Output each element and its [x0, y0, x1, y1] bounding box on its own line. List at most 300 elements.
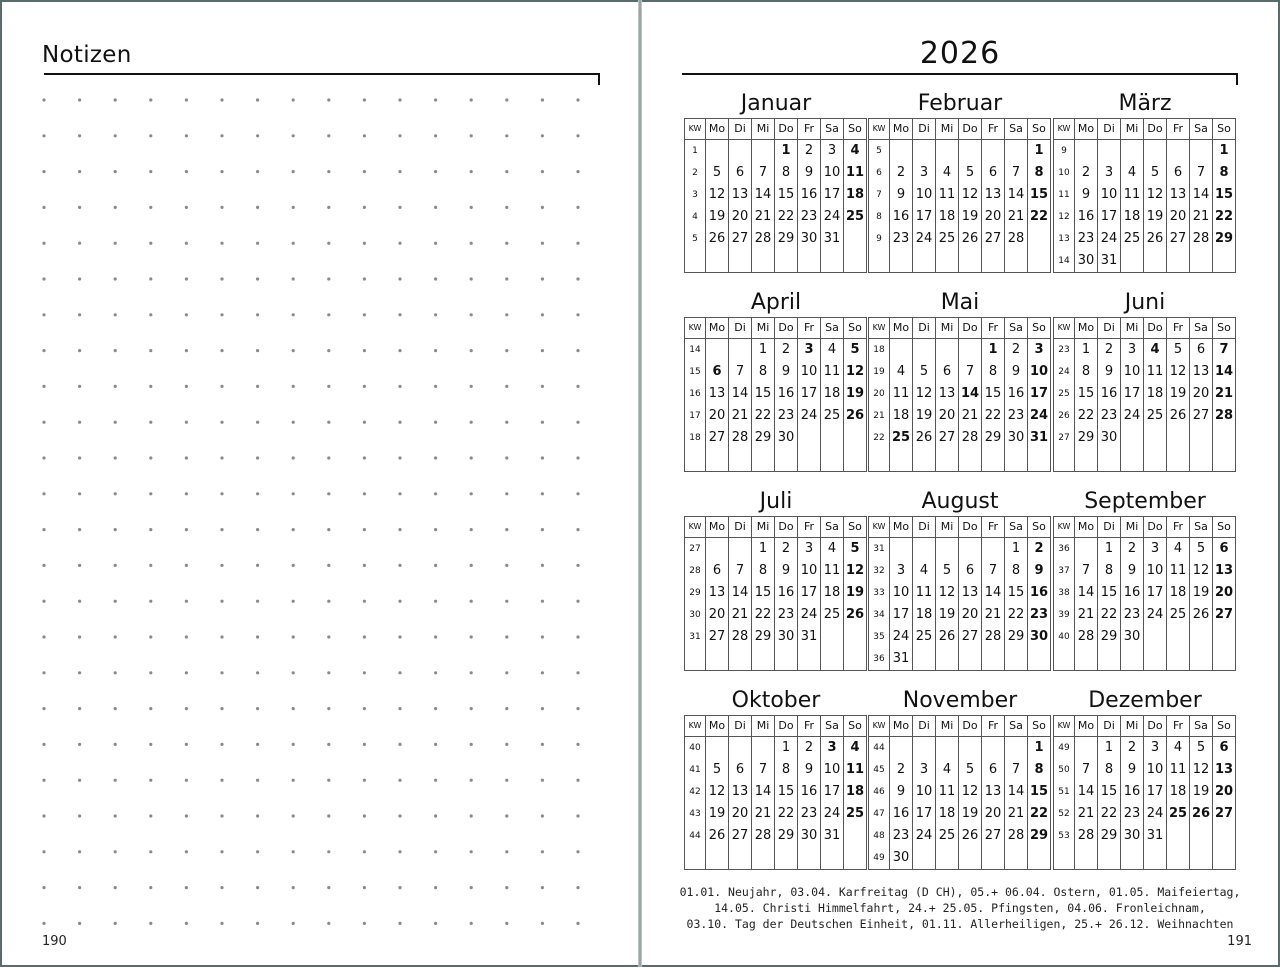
- day-cell: 8: [1098, 560, 1121, 582]
- grid-dot: [576, 850, 579, 853]
- day-cell: 2: [890, 759, 913, 781]
- day-cell: [821, 449, 844, 472]
- weekday-header: Mo: [706, 716, 729, 737]
- day-cell: 30: [1005, 427, 1028, 449]
- grid-dot: [398, 743, 401, 746]
- day-cell: [982, 250, 1005, 273]
- day-cell: [1144, 626, 1167, 648]
- weekday-header: So: [844, 119, 867, 140]
- day-cell: [959, 648, 982, 671]
- grid-dot: [576, 492, 579, 495]
- day-cell: 11: [1167, 560, 1190, 582]
- day-cell: [1167, 140, 1190, 163]
- day-cell: 9: [1028, 560, 1051, 582]
- day-cell: 29: [1098, 626, 1121, 648]
- grid-dot: [576, 635, 579, 638]
- day-cell: 24: [1098, 228, 1121, 250]
- grid-dot: [78, 635, 81, 638]
- day-cell: 3: [913, 162, 936, 184]
- day-cell: 18: [936, 206, 959, 228]
- day-cell: 1: [1028, 737, 1051, 760]
- grid-dot: [292, 170, 295, 173]
- grid-dot: [185, 456, 188, 459]
- day-cell: 8: [1075, 361, 1098, 383]
- day-cell: 6: [959, 560, 982, 582]
- weekday-header: So: [844, 318, 867, 339]
- day-cell: 3: [821, 140, 844, 163]
- grid-dot: [185, 134, 188, 137]
- day-cell: [1098, 847, 1121, 870]
- weekday-header: KW: [869, 318, 890, 339]
- day-cell: 20: [1213, 582, 1236, 604]
- day-cell: 23: [798, 803, 821, 825]
- grid-dot: [220, 600, 223, 603]
- week-number: 1: [685, 140, 706, 163]
- weekday-header: Sa: [1190, 119, 1213, 140]
- week-number: 45: [869, 759, 890, 781]
- grid-dot: [505, 277, 508, 280]
- weekday-header: KW: [869, 517, 890, 538]
- grid-dot: [541, 743, 544, 746]
- day-cell: 4: [1144, 339, 1167, 362]
- grid-dot: [78, 492, 81, 495]
- day-cell: 19: [1190, 582, 1213, 604]
- day-cell: [1190, 427, 1213, 449]
- weekday-header: Di: [729, 716, 752, 737]
- day-cell: 27: [982, 228, 1005, 250]
- week-number: 19: [869, 361, 890, 383]
- weekday-header: Sa: [1190, 318, 1213, 339]
- grid-dot: [78, 814, 81, 817]
- day-cell: [1144, 250, 1167, 273]
- day-cell: 9: [798, 759, 821, 781]
- grid-dot: [398, 277, 401, 280]
- grid-dot: [185, 886, 188, 889]
- grid-dot: [78, 421, 81, 424]
- day-cell: 13: [1167, 184, 1190, 206]
- day-cell: [729, 847, 752, 870]
- grid-dot: [292, 743, 295, 746]
- weekday-header: Fr: [1167, 119, 1190, 140]
- grid-dot: [363, 349, 366, 352]
- day-cell: [936, 737, 959, 760]
- day-cell: [936, 250, 959, 273]
- weekday-header: Mo: [890, 119, 913, 140]
- week-number: 52: [1054, 803, 1075, 825]
- grid-dot: [434, 850, 437, 853]
- day-cell: 30: [1028, 626, 1051, 648]
- grid-dot: [149, 134, 152, 137]
- grid-dot: [398, 492, 401, 495]
- grid-dot: [505, 564, 508, 567]
- day-cell: 9: [775, 361, 798, 383]
- weekday-header: Di: [1098, 716, 1121, 737]
- grid-dot: [78, 277, 81, 280]
- weekday-header: Sa: [1005, 119, 1028, 140]
- grid-dot: [470, 421, 473, 424]
- dot-grid: [2, 2, 638, 965]
- grid-dot: [185, 779, 188, 782]
- day-cell: 23: [1005, 405, 1028, 427]
- day-cell: [1005, 648, 1028, 671]
- footnote-line: 01.01. Neujahr, 03.04. Karfreitag (D CH), 05.+ 06.04. Ostern, 01.05. Maifeiertag,: [679, 885, 1241, 899]
- day-cell: 26: [936, 626, 959, 648]
- grid-dot: [256, 528, 259, 531]
- week-number: 27: [685, 538, 706, 561]
- day-cell: 12: [1190, 560, 1213, 582]
- day-cell: 16: [890, 206, 913, 228]
- day-cell: 11: [821, 560, 844, 582]
- weekday-header: Di: [1098, 119, 1121, 140]
- grid-dot: [220, 743, 223, 746]
- grid-dot: [220, 850, 223, 853]
- day-cell: 26: [706, 228, 729, 250]
- grid-dot: [292, 98, 295, 101]
- grid-dot: [256, 671, 259, 674]
- day-cell: [1144, 648, 1167, 671]
- grid-dot: [363, 277, 366, 280]
- grid-dot: [256, 313, 259, 316]
- grid-dot: [42, 528, 45, 531]
- day-cell: 14: [982, 582, 1005, 604]
- grid-dot: [470, 850, 473, 853]
- day-cell: [1167, 847, 1190, 870]
- day-cell: 27: [1213, 604, 1236, 626]
- day-cell: 28: [959, 427, 982, 449]
- day-cell: 12: [1144, 184, 1167, 206]
- day-cell: 15: [775, 781, 798, 803]
- day-cell: 22: [752, 405, 775, 427]
- weekday-header: Do: [775, 716, 798, 737]
- day-cell: 18: [1144, 383, 1167, 405]
- grid-dot: [42, 564, 45, 567]
- grid-dot: [292, 635, 295, 638]
- day-cell: 21: [1075, 604, 1098, 626]
- day-cell: 5: [1190, 538, 1213, 561]
- grid-dot: [292, 528, 295, 531]
- day-cell: 11: [913, 582, 936, 604]
- day-cell: 26: [959, 825, 982, 847]
- grid-dot: [185, 671, 188, 674]
- grid-dot: [505, 528, 508, 531]
- weekday-header: Di: [729, 119, 752, 140]
- day-cell: 13: [1213, 759, 1236, 781]
- day-cell: 15: [752, 383, 775, 405]
- day-cell: [1005, 737, 1028, 760]
- day-cell: 16: [1121, 582, 1144, 604]
- grid-dot: [78, 564, 81, 567]
- day-cell: 24: [821, 206, 844, 228]
- day-cell: [798, 427, 821, 449]
- week-number: 30: [685, 604, 706, 626]
- grid-dot: [292, 492, 295, 495]
- grid-dot: [292, 814, 295, 817]
- day-cell: [1190, 449, 1213, 472]
- day-cell: [982, 847, 1005, 870]
- weekday-header: Sa: [821, 318, 844, 339]
- day-cell: 10: [1144, 560, 1167, 582]
- grid-dot: [505, 635, 508, 638]
- day-cell: 15: [1005, 582, 1028, 604]
- week-number: 53: [1054, 825, 1075, 847]
- day-cell: 7: [752, 162, 775, 184]
- week-number: 38: [1054, 582, 1075, 604]
- day-cell: 25: [844, 206, 867, 228]
- grid-dot: [114, 421, 117, 424]
- week-number: [1054, 847, 1075, 870]
- day-cell: 17: [1028, 383, 1051, 405]
- grid-dot: [185, 385, 188, 388]
- day-cell: 7: [1075, 759, 1098, 781]
- day-cell: [959, 847, 982, 870]
- grid-dot: [363, 743, 366, 746]
- day-cell: 21: [982, 604, 1005, 626]
- grid-dot: [327, 134, 330, 137]
- week-number: 24: [1054, 361, 1075, 383]
- day-cell: 20: [729, 803, 752, 825]
- week-number: 42: [685, 781, 706, 803]
- grid-dot: [42, 242, 45, 245]
- weekday-header: Mo: [890, 517, 913, 538]
- day-cell: [775, 648, 798, 671]
- grid-dot: [434, 671, 437, 674]
- week-number: 29: [685, 582, 706, 604]
- grid-dot: [256, 456, 259, 459]
- day-cell: 22: [752, 604, 775, 626]
- month-table: [868, 118, 1051, 273]
- weekday-header: Di: [913, 716, 936, 737]
- weekday-header: Di: [913, 119, 936, 140]
- day-cell: 2: [798, 140, 821, 163]
- day-cell: [913, 847, 936, 870]
- week-number: 12: [1054, 206, 1075, 228]
- day-cell: 2: [1121, 737, 1144, 760]
- day-cell: 18: [821, 582, 844, 604]
- day-cell: [1144, 140, 1167, 163]
- day-cell: 5: [1190, 737, 1213, 760]
- day-cell: 20: [706, 405, 729, 427]
- day-cell: 28: [1190, 228, 1213, 250]
- day-cell: 20: [729, 206, 752, 228]
- weekday-header: KW: [1054, 517, 1075, 538]
- day-cell: 25: [1167, 604, 1190, 626]
- weekday-header: Mo: [1075, 318, 1098, 339]
- grid-dot: [149, 671, 152, 674]
- week-number: 51: [1054, 781, 1075, 803]
- weekday-header: Mi: [936, 318, 959, 339]
- grid-dot: [363, 635, 366, 638]
- grid-dot: [114, 242, 117, 245]
- day-cell: [959, 339, 982, 362]
- grid-dot: [292, 206, 295, 209]
- grid-dot: [541, 850, 544, 853]
- day-cell: 3: [890, 560, 913, 582]
- week-number: 31: [869, 538, 890, 561]
- day-cell: 21: [1005, 803, 1028, 825]
- day-cell: 13: [1213, 560, 1236, 582]
- day-cell: [821, 250, 844, 273]
- day-cell: 29: [982, 427, 1005, 449]
- weekday-header: Fr: [798, 716, 821, 737]
- day-cell: 28: [729, 427, 752, 449]
- grid-dot: [220, 492, 223, 495]
- day-cell: 29: [1075, 427, 1098, 449]
- day-cell: 9: [1075, 184, 1098, 206]
- week-number: 9: [1054, 140, 1075, 163]
- day-cell: [1190, 648, 1213, 671]
- grid-dot: [576, 421, 579, 424]
- day-cell: [1028, 250, 1051, 273]
- weekday-header: Mi: [1121, 119, 1144, 140]
- day-cell: [706, 538, 729, 561]
- grid-dot: [114, 528, 117, 531]
- day-cell: [1028, 449, 1051, 472]
- grid-dot: [256, 206, 259, 209]
- month-name: März: [1118, 91, 1172, 116]
- day-cell: 1: [752, 538, 775, 561]
- grid-dot: [470, 707, 473, 710]
- weekday-header: Sa: [821, 716, 844, 737]
- day-cell: 29: [752, 427, 775, 449]
- grid-dot: [42, 385, 45, 388]
- grid-dot: [576, 242, 579, 245]
- day-cell: 5: [1167, 339, 1190, 362]
- grid-dot: [292, 134, 295, 137]
- day-cell: [798, 847, 821, 870]
- day-cell: 27: [729, 228, 752, 250]
- grid-dot: [505, 313, 508, 316]
- day-cell: [1121, 449, 1144, 472]
- month-name: November: [902, 688, 1018, 713]
- week-number: 4: [685, 206, 706, 228]
- weekday-header: Fr: [982, 318, 1005, 339]
- grid-dot: [292, 886, 295, 889]
- grid-dot: [256, 134, 259, 137]
- day-cell: 28: [752, 825, 775, 847]
- day-cell: 19: [913, 405, 936, 427]
- day-cell: 7: [1190, 162, 1213, 184]
- month-table: [684, 516, 867, 671]
- grid-dot: [398, 134, 401, 137]
- grid-dot: [78, 850, 81, 853]
- grid-dot: [114, 313, 117, 316]
- week-number: [685, 847, 706, 870]
- day-cell: [821, 847, 844, 870]
- grid-dot: [470, 134, 473, 137]
- grid-dot: [576, 779, 579, 782]
- day-cell: [729, 140, 752, 163]
- day-cell: [844, 250, 867, 273]
- grid-dot: [398, 922, 401, 925]
- week-number: 5: [685, 228, 706, 250]
- week-number: 35: [869, 626, 890, 648]
- day-cell: 16: [798, 781, 821, 803]
- day-cell: 17: [1098, 206, 1121, 228]
- grid-dot: [149, 277, 152, 280]
- week-number: 17: [685, 405, 706, 427]
- page-number-left: 190: [42, 934, 67, 949]
- grid-dot: [327, 242, 330, 245]
- grid-dot: [78, 206, 81, 209]
- day-cell: [936, 847, 959, 870]
- day-cell: 3: [1144, 737, 1167, 760]
- day-cell: 31: [1144, 825, 1167, 847]
- grid-dot: [220, 206, 223, 209]
- grid-dot: [470, 206, 473, 209]
- day-cell: 18: [821, 383, 844, 405]
- weekday-header: So: [1028, 517, 1051, 538]
- day-cell: 5: [706, 759, 729, 781]
- day-cell: 17: [890, 604, 913, 626]
- grid-dot: [149, 421, 152, 424]
- day-cell: 26: [1144, 228, 1167, 250]
- day-cell: [1075, 737, 1098, 760]
- day-cell: 28: [729, 626, 752, 648]
- weekday-header: So: [1213, 517, 1236, 538]
- week-number: [1054, 648, 1075, 671]
- month-name: Dezember: [1088, 688, 1202, 713]
- day-cell: 18: [1167, 781, 1190, 803]
- grid-dot: [505, 206, 508, 209]
- day-cell: [729, 250, 752, 273]
- weekday-header: Mi: [752, 517, 775, 538]
- day-cell: 20: [959, 604, 982, 626]
- day-cell: 10: [890, 582, 913, 604]
- day-cell: 15: [1213, 184, 1236, 206]
- grid-dot: [42, 134, 45, 137]
- month-table: [1053, 317, 1236, 472]
- grid-dot: [576, 922, 579, 925]
- day-cell: 11: [821, 361, 844, 383]
- grid-dot: [220, 98, 223, 101]
- grid-dot: [327, 313, 330, 316]
- day-cell: [1144, 427, 1167, 449]
- grid-dot: [220, 671, 223, 674]
- grid-dot: [327, 814, 330, 817]
- grid-dot: [42, 922, 45, 925]
- day-cell: 1: [752, 339, 775, 362]
- week-number: 9: [869, 228, 890, 250]
- day-cell: 13: [706, 582, 729, 604]
- weekday-header: Sa: [1190, 517, 1213, 538]
- day-cell: [706, 648, 729, 671]
- grid-dot: [327, 600, 330, 603]
- weekday-header: Mi: [752, 716, 775, 737]
- grid-dot: [470, 635, 473, 638]
- week-number: [869, 250, 890, 273]
- weekday-header: Mi: [936, 119, 959, 140]
- day-cell: 29: [1213, 228, 1236, 250]
- day-cell: 17: [798, 383, 821, 405]
- grid-dot: [327, 922, 330, 925]
- weekday-header: Fr: [982, 119, 1005, 140]
- week-number: 18: [685, 427, 706, 449]
- day-cell: 22: [1005, 604, 1028, 626]
- grid-dot: [541, 242, 544, 245]
- grid-dot: [398, 98, 401, 101]
- week-number: [685, 250, 706, 273]
- weekday-header: Do: [1144, 318, 1167, 339]
- day-cell: 8: [1005, 560, 1028, 582]
- grid-dot: [114, 206, 117, 209]
- weekday-header: So: [1028, 119, 1051, 140]
- day-cell: 26: [913, 427, 936, 449]
- day-cell: [913, 250, 936, 273]
- grid-dot: [256, 492, 259, 495]
- day-cell: [1075, 648, 1098, 671]
- day-cell: 4: [913, 560, 936, 582]
- grid-dot: [363, 528, 366, 531]
